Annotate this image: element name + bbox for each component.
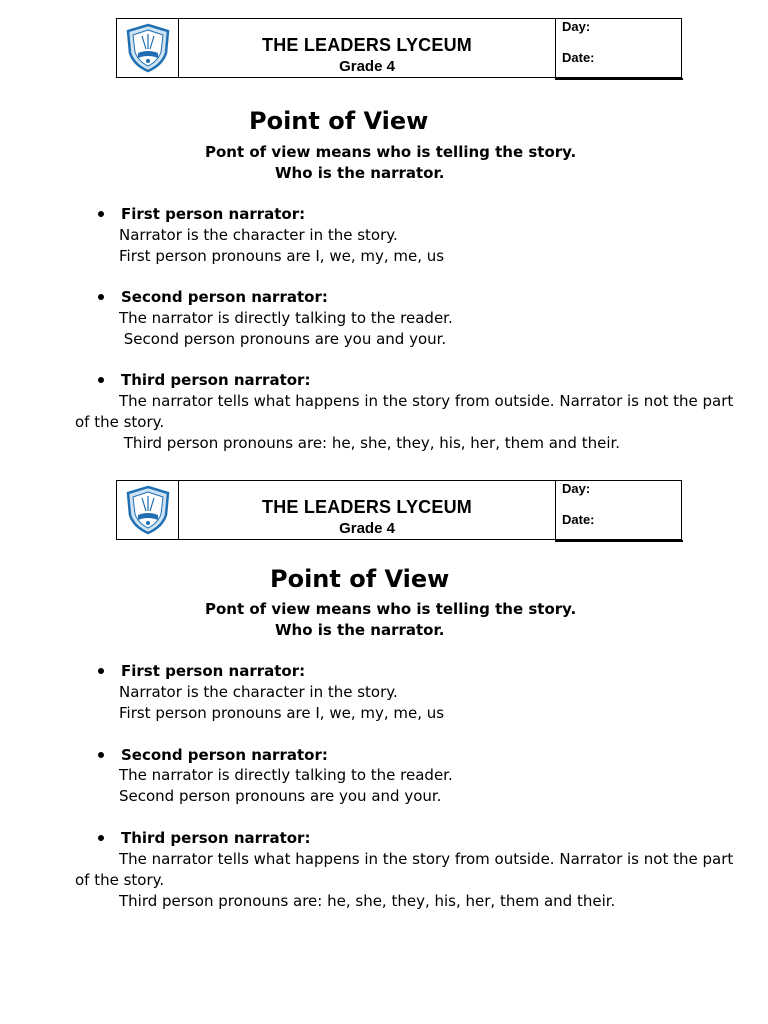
school-crest-icon	[124, 23, 172, 73]
intro-line: Who is the narrator.	[275, 621, 445, 639]
item-heading: Second person narrator:	[121, 746, 328, 764]
item-line: Second person pronouns are you and your.	[119, 330, 447, 348]
bullet-icon	[98, 835, 104, 841]
item-line: First person pronouns are I, we, my, me, us	[119, 247, 445, 265]
item-heading: First person narrator:	[121, 662, 306, 680]
header-table	[116, 18, 682, 78]
item-line: The narrator is directly talking to the reader.	[119, 309, 453, 327]
page-title: Point of View	[270, 565, 450, 593]
item-heading: Second person narrator:	[121, 288, 328, 306]
item-line: of the story.	[75, 871, 165, 889]
item-line: Narrator is the character in the story.	[119, 683, 398, 701]
item-line: The narrator is directly talking to the reader.	[119, 766, 453, 784]
day-date-cell	[555, 18, 683, 80]
school-crest-icon	[124, 485, 172, 535]
page-title: Point of View	[249, 107, 429, 135]
date-label: Date:	[562, 511, 595, 527]
date-label: Date:	[562, 49, 595, 65]
day-label: Day:	[562, 480, 591, 496]
intro-line: Who is the narrator.	[275, 164, 445, 182]
item-heading: Third person narrator:	[121, 371, 311, 389]
school-name: THE LEADERS LYCEUM	[262, 35, 472, 55]
intro-line: Pont of view means who is telling the story.	[205, 143, 577, 161]
bullet-icon	[98, 377, 104, 383]
item-heading: First person narrator:	[121, 205, 306, 223]
item-line: Third person pronouns are: he, she, they, his, her, them and their.	[119, 892, 616, 910]
item-line: The narrator tells what happens in the story from outside. Narrator is not the part	[119, 850, 734, 868]
bullet-icon	[98, 294, 104, 300]
day-date-cell	[555, 480, 683, 542]
item-heading: Third person narrator:	[121, 829, 311, 847]
logo-cell	[117, 19, 179, 77]
item-line: Second person pronouns are you and your.	[119, 787, 442, 805]
bullet-icon	[98, 668, 104, 674]
school-name: THE LEADERS LYCEUM	[262, 497, 472, 517]
item-line: Third person pronouns are: he, she, they, his, her, them and their.	[119, 434, 621, 452]
item-line: The narrator tells what happens in the story from outside. Narrator is not the part	[119, 392, 734, 410]
header-table	[116, 480, 682, 540]
intro-line: Pont of view means who is telling the story.	[205, 600, 577, 618]
bullet-icon	[98, 211, 104, 217]
grade-label: Grade 4	[339, 58, 395, 75]
day-label: Day:	[562, 18, 591, 34]
logo-cell	[117, 481, 179, 539]
item-line: of the story.	[75, 413, 165, 431]
item-line: Narrator is the character in the story.	[119, 226, 398, 244]
bullet-icon	[98, 752, 104, 758]
header-title-cell	[179, 19, 555, 77]
item-line: First person pronouns are I, we, my, me, us	[119, 704, 445, 722]
grade-label: Grade 4	[339, 520, 395, 537]
header-title-cell	[179, 481, 555, 539]
